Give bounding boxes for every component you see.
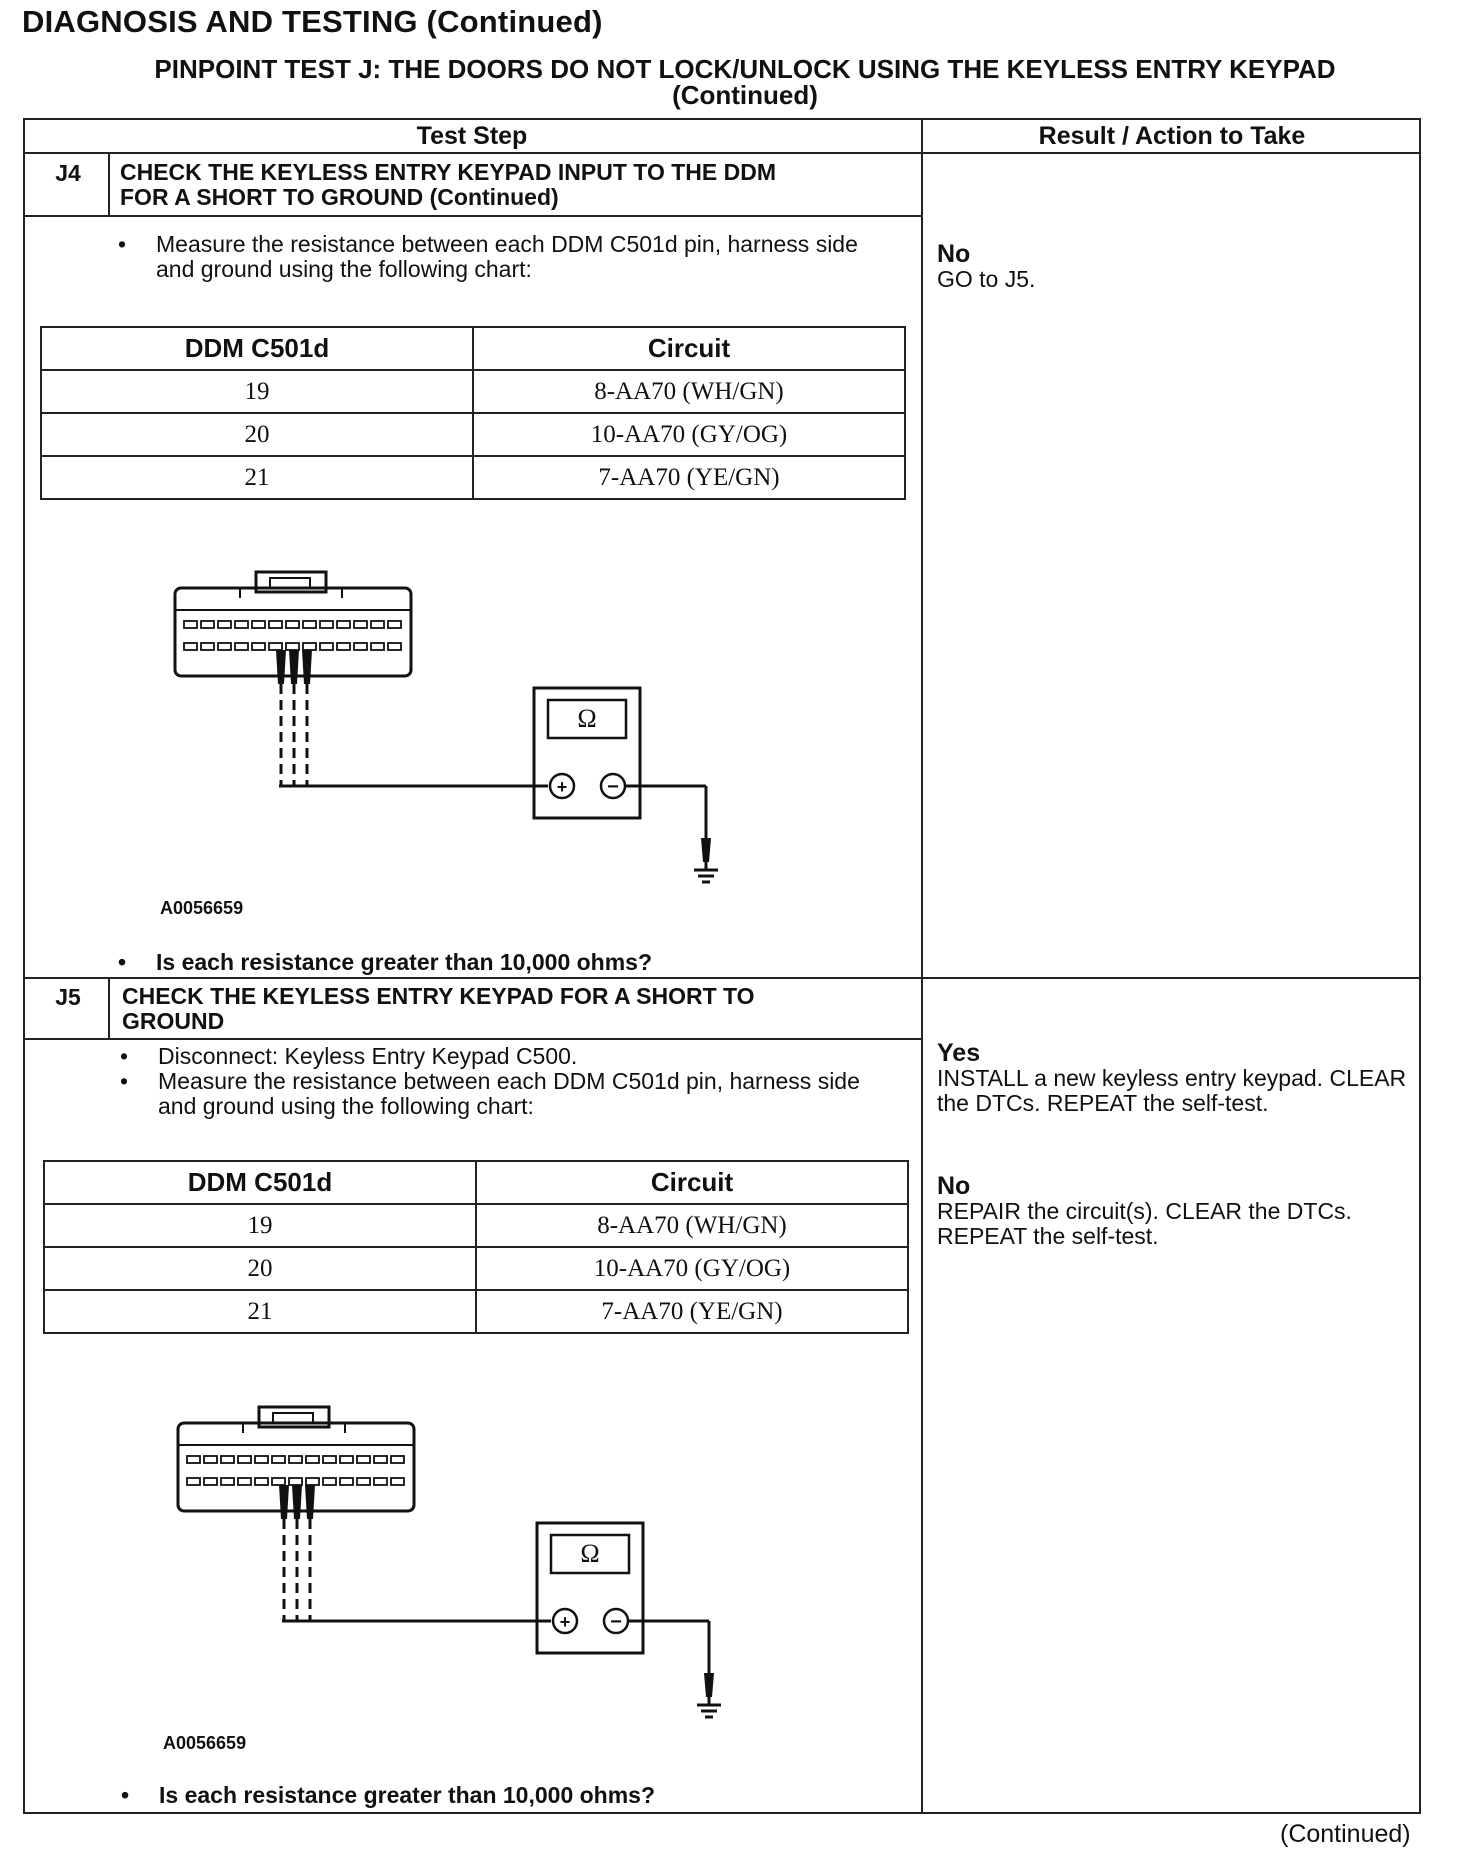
result-label: No bbox=[937, 240, 971, 268]
step-title-line: CHECK THE KEYLESS ENTRY KEYPAD FOR A SHORT TO bbox=[122, 983, 755, 1009]
pin-chart-j5 bbox=[43, 1160, 909, 1334]
step-title-j4 bbox=[120, 160, 776, 210]
minus-sign: − bbox=[607, 776, 619, 798]
circuit-cell: 10-AA70 (GY/OG) bbox=[473, 413, 905, 456]
result-label: Yes bbox=[937, 1039, 981, 1067]
subtitle-line-1: PINPOINT TEST J: THE DOORS DO NOT LOCK/UNLOCK USING THE KEYLESS ENTRY KEYPAD bbox=[154, 54, 1336, 84]
pin-cell: 19 bbox=[44, 1204, 476, 1247]
step-id-j4: J4 bbox=[55, 160, 81, 186]
figure-id: A0056659 bbox=[160, 898, 244, 918]
subtitle-line-2: (Continued) bbox=[672, 80, 818, 110]
step-title-line: GROUND bbox=[122, 1008, 225, 1034]
ohm-symbol: Ω bbox=[577, 704, 597, 733]
circuit-cell: 7-AA70 (YE/GN) bbox=[473, 456, 905, 499]
connector-ohmmeter-diagram bbox=[173, 1405, 733, 1745]
minus-sign: − bbox=[610, 1611, 622, 1633]
result-action: GO to J5. bbox=[937, 266, 1036, 292]
step-title-divider bbox=[23, 215, 921, 217]
chart-header: Circuit bbox=[476, 1161, 908, 1204]
continued-footer: (Continued) bbox=[1280, 1820, 1411, 1848]
result-action: REPAIR the circuit(s). CLEAR the DTCs. REPEAT the self-test. bbox=[937, 1198, 1352, 1249]
step-title-line: CHECK THE KEYLESS ENTRY KEYPAD INPUT TO THE DDM bbox=[120, 159, 776, 185]
result-no-j4 bbox=[937, 242, 1407, 292]
table-row bbox=[44, 1247, 908, 1290]
table-row bbox=[44, 1204, 908, 1247]
page-title: DIAGNOSIS AND TESTING (Continued) bbox=[22, 4, 603, 39]
result-yes-j5 bbox=[937, 1041, 1407, 1116]
bullet-icon: • bbox=[121, 1782, 130, 1808]
result-action: INSTALL a new keyless entry keypad. CLEAR the DTCs. REPEAT the self-test. bbox=[937, 1065, 1407, 1116]
column-header-test-step: Test Step bbox=[416, 122, 528, 150]
ohm-symbol: Ω bbox=[580, 1539, 600, 1568]
table-row bbox=[41, 413, 905, 456]
pinpoint-test-title bbox=[40, 56, 1450, 108]
plus-sign: + bbox=[556, 777, 568, 797]
circuit-cell: 10-AA70 (GY/OG) bbox=[476, 1247, 908, 1290]
circuit-cell: 8-AA70 (WH/GN) bbox=[473, 370, 905, 413]
result-label: No bbox=[937, 1172, 971, 1200]
table-row bbox=[44, 1290, 908, 1333]
step-row-divider bbox=[23, 977, 1421, 979]
pin-cell: 21 bbox=[41, 456, 473, 499]
circuit-cell: 8-AA70 (WH/GN) bbox=[476, 1204, 908, 1247]
column-divider bbox=[921, 118, 923, 1814]
bullet-icon: • bbox=[120, 1043, 129, 1069]
pin-cell: 20 bbox=[44, 1247, 476, 1290]
connector-ohmmeter-diagram bbox=[170, 570, 730, 910]
chart-header: Circuit bbox=[473, 327, 905, 370]
step-id-j5: J5 bbox=[55, 984, 81, 1010]
figure-id: A0056659 bbox=[163, 1733, 247, 1753]
table-row bbox=[41, 456, 905, 499]
ground-probe bbox=[701, 838, 711, 862]
step-title-j5 bbox=[122, 984, 755, 1034]
plus-sign: + bbox=[559, 1612, 571, 1632]
connector-pins bbox=[184, 621, 401, 650]
pin-chart-j4 bbox=[40, 326, 906, 500]
chart-header: DDM C501d bbox=[44, 1161, 476, 1204]
pin-cell: 20 bbox=[41, 413, 473, 456]
circuit-cell: 7-AA70 (YE/GN) bbox=[476, 1290, 908, 1333]
bullet-icon: • bbox=[118, 949, 127, 975]
ground-probe bbox=[704, 1673, 714, 1697]
pin-cell: 19 bbox=[41, 370, 473, 413]
chart-header: DDM C501d bbox=[41, 327, 473, 370]
bullet-icon: • bbox=[120, 1068, 129, 1094]
result-no-j5 bbox=[937, 1174, 1407, 1249]
column-header-result: Result / Action to Take bbox=[1038, 122, 1306, 150]
table-row bbox=[41, 370, 905, 413]
pin-cell: 21 bbox=[44, 1290, 476, 1333]
connector-pins bbox=[187, 1456, 404, 1485]
bullet-icon: • bbox=[118, 231, 127, 257]
step-title-line: FOR A SHORT TO GROUND (Continued) bbox=[120, 184, 559, 210]
probe-tips bbox=[279, 1485, 315, 1519]
header-divider bbox=[23, 152, 1421, 154]
step-title-divider bbox=[23, 1038, 921, 1040]
probe-tips bbox=[276, 650, 312, 684]
